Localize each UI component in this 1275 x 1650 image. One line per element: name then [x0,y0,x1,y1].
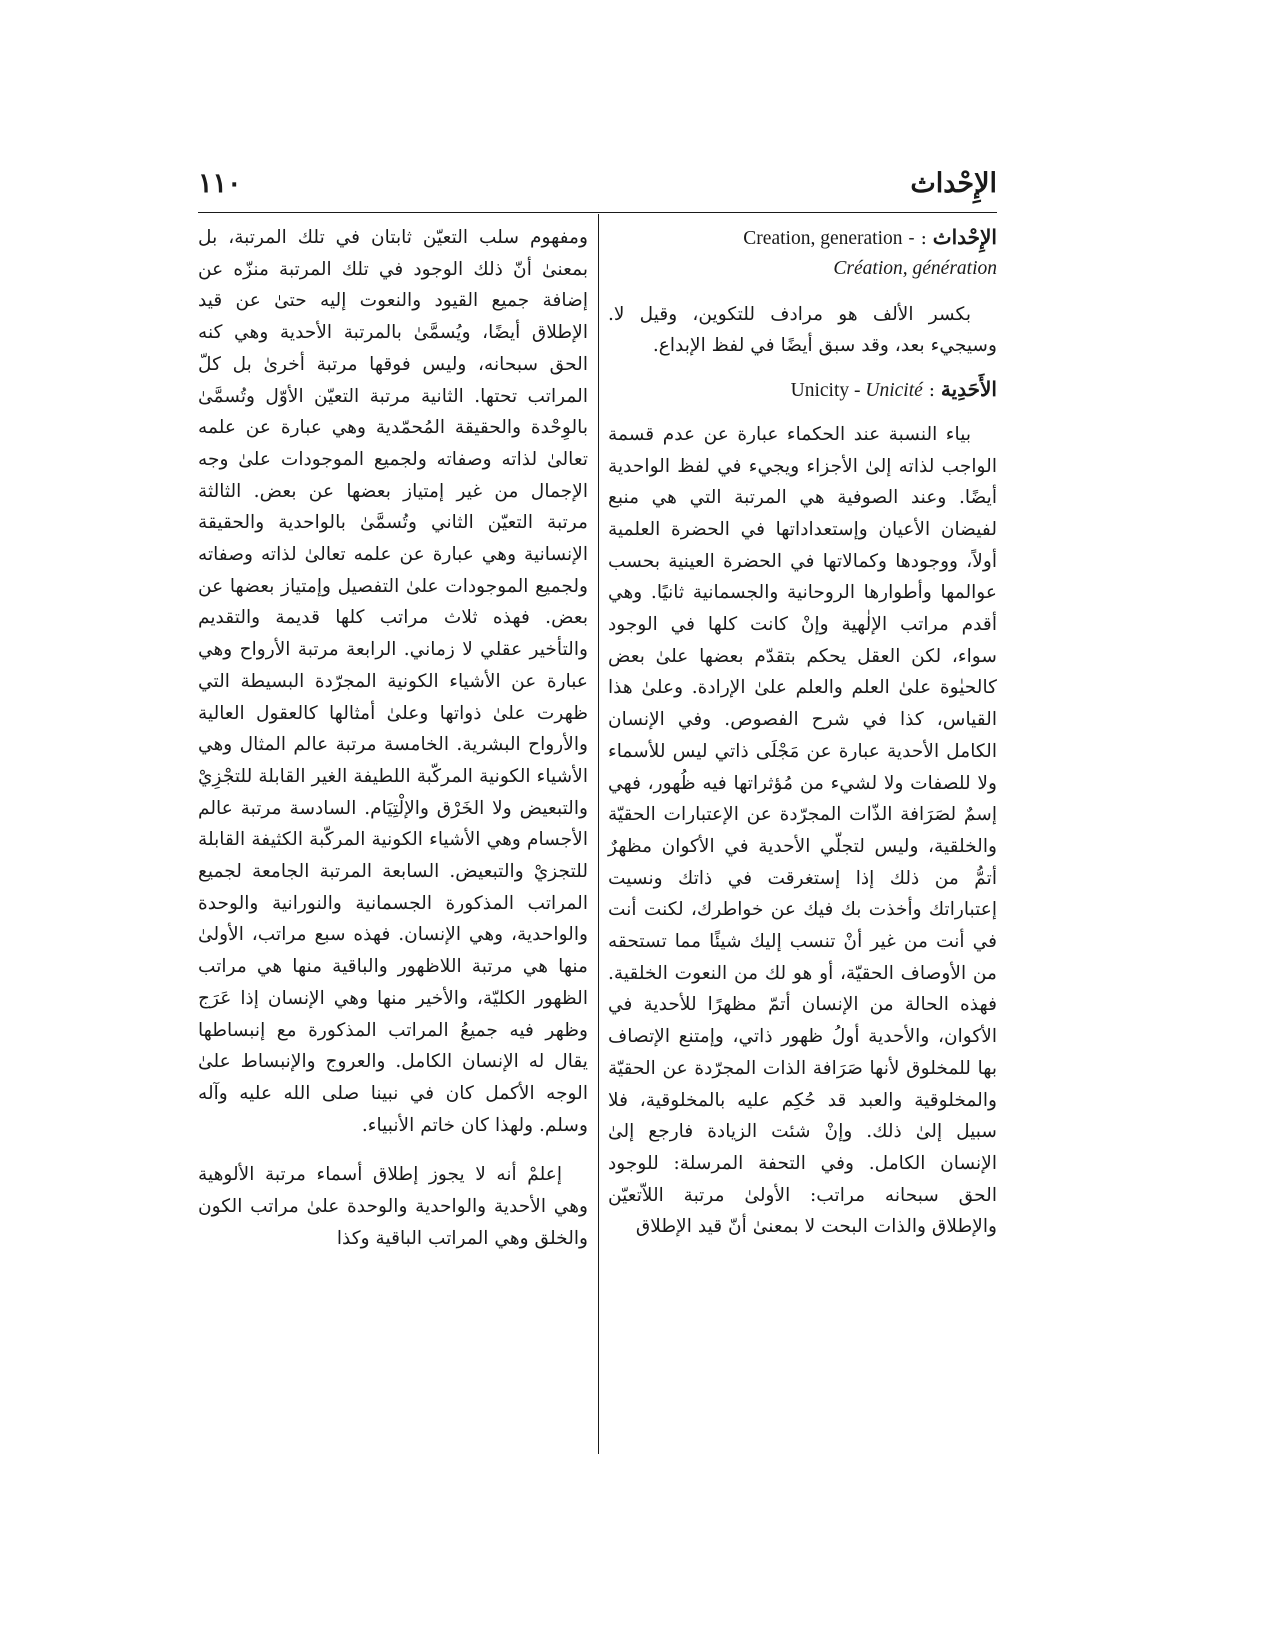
entry-body: بياء النسبة عند الحكماء عبارة عن عدم قسمة الواجب لذاته إلىٰ الأجزاء ويجيء في لفظ الواحدية أيضًا. وعند الصوفية هي المرتبة التي هي منبع لفيضان الأعيان وإستعداداتها في الحضرة العلمية أولاً، ووجودها وكمالاتها في الحضرة العينية بحسب عوالمها وأطوارها الروحانية والجسمانية ثانيًا. وهي أقدم مراتب الإلٰهية وإنْ كانت كلها في الوجود سواء، لكن العقل يحكم بتقدّم بعضها علىٰ بعض كالحيٰوة علىٰ العلم والعلم علىٰ الإرادة. وعلىٰ هذا القياس، كذا في شرح الفصوص. وفي الإنسان الكامل الأحدية عبارة عن مَجْلَى ذاتي ليس للأسماء ولا للصفات ولا لشيء من مُؤثراتها فيه ظُهور، فهي إسمٌ لصَرَافة الذّات المجرّدة عن الإعتبارات الحقيّة والخلقية، وليس لتجلّي الأحدية في الأكوان مظهرٌ أتمُّ من ذلك إذا إستغرقت في ذاتك ونسيت إعتباراتك وأخذت بك فيك عن خواطرك، لكنت أنت في أنت من غير أنْ تنسب إليك شيئًا مما تستحقه من الأوصاف الحقيّة، أو هو لك من النعوت الخلقية. فهذه الحالة من الإنسان أتمّ مظهرًا للأحدية في الأكوان، والأحدية أولُ ظهور ذاتي، وإمتنع الإتصاف بها للمخلوق لأنها صَرَافة الذات المجرّدة عن الحقيّة والمخلوقية والعبد قد حُكِم عليه بالمخلوقية، فلا سبيل إلىٰ ذلك. وإنْ شئت الزيادة فارجع إلىٰ الإنسان الكامل. وفي التحفة المرسلة: للوجود الحق سبحانه مراتب: الأولىٰ مرتبة اللاّتعيّن والإطلاق والذات البحت لا بمعنىٰ أنّ قيد الإطلاق [608,423,997,1238]
spacer [608,362,997,374]
entry-term: الإِحْداث [932,225,997,249]
entry-separator: : - [902,228,933,249]
entry-english-text: Unicity - [790,380,866,402]
page-number: ١١٠ [198,168,242,199]
entry-term: الأَحَدِية [940,377,997,402]
entry-separator: : [922,380,941,402]
body-paragraph: إعلمْ أنه لا يجوز إطلاق أسماء مرتبة الألوهية وهي الأحدية والواحدية والوحدة علىٰ مراتب الكون والخلق وهي المراتب الباقية وكذا [198,1164,588,1249]
right-column [608,222,997,1243]
header-rule [198,212,997,213]
entry-french-inline: Unicité [865,380,923,402]
body-paragraph: ومفهوم سلب التعيّن ثابتان في تلك المرتبة، بل بمعنىٰ أنّ ذلك الوجود في تلك المرتبة منزّه عن إضافة جميع القيود والنعوت إليه حتىٰ عن قيد الإطلاق أيضًا، ويُسمَّىٰ بالمرتبة الأحدية وهي كنه الحق سبحانه، وليس فوقها مرتبة أخرىٰ بل كلّ المراتب تحتها. الثانية مرتبة التعيّن الأوّل وتُسمَّىٰ بالوِحْدة والحقيقة المُحمّدية وهي عبارة عن علمه تعالىٰ لذاته وصفاته ولجميع الموجودات علىٰ وجه الإجمال من غير إمتياز بعضها عن بعض. الثالثة مرتبة التعيّن الثاني وتُسمَّىٰ بالواحدية والحقيقة الإنسانية وهي عبارة عن علمه تعالىٰ لذاته وصفاته ولجميع الموجودات علىٰ التفصيل وإمتياز بعضها عن بعض. فهذه ثلاث مراتب كلها قديمة والتقديم والتأخير عقلي لا زماني. الرابعة مرتبة الأرواح وهي عبارة عن الأشياء الكونية المجرّدة البسيطة التي ظهرت علىٰ ذواتها وعلىٰ أمثالها كالعقول العالية والأرواح البشرية. الخامسة مرتبة عالم المثال وهي الأشياء الكونية المركّبة اللطيفة الغير القابلة للتجْزِيْ والتبعيض ولا الخَرْق والإلْتِيَام. السادسة مرتبة عالم الأجسام وهي الأشياء الكونية المركّبة الكثيفة القابلة للتجزيْ والتبعيض. السابعة المرتبة الجامعة لجميع المراتب المذكورة الجسمانية والنورانية والوحدة والواحدية، وهي الإنسان. فهذه سبع مراتب، الأولىٰ منها هي مرتبة اللاظهور والباقية منها هي مراتب الظهور الكليّة، والأخير منها وهي الإنسان إذا عَرَج وظهر فيه جميعُ المراتب المذكورة مع إنبساطها يقال له الإنسان الكامل. والعروج والإنبساط علىٰ الوجه الأكمل كان في نبينا صلى الله عليه وآله وسلم. ولهذا كان خاتم الأنبياء. [198,227,588,1136]
page-header [198,168,997,208]
entry-body: بكسر الألف هو مرادف للتكوين، وقيل لا. وسيجيء بعد، وقد سبق أيضًا في لفظ الإبداع. [608,303,997,357]
left-column [198,222,588,1255]
entry-heading-ahadiyya [608,374,997,407]
entry-heading-ihdath [608,222,997,255]
entry-english [791,380,923,401]
column-divider [598,214,599,1454]
spacer [198,1141,588,1159]
entry-english: Creation, generation [743,228,903,249]
running-title: الإِحْداث [910,168,997,199]
spacer [608,407,997,419]
entry-french: Création, génération [833,257,997,279]
